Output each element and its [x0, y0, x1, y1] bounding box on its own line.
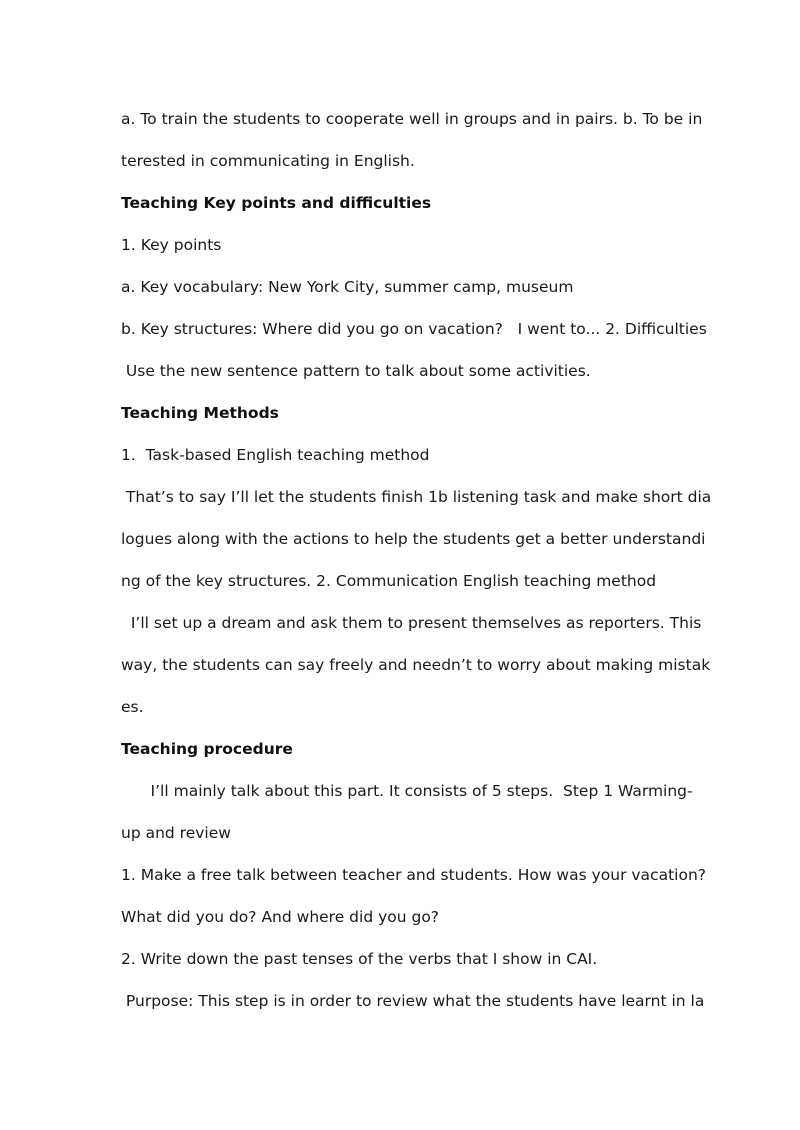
body-text-line: up and review	[121, 824, 231, 842]
body-text-line: I’ll set up a dream and ask them to present themselves as reporters. This	[121, 614, 702, 632]
section-heading-teaching-methods: Teaching Methods	[121, 404, 279, 422]
body-text-line: way, the students can say freely and needn’t to worry about making mistak	[121, 656, 711, 674]
body-text-line: 1. Make a free talk between teacher and students. How was your vacation?	[121, 866, 706, 884]
body-text-line: logues along with the actions to help the students get a better understandi	[121, 530, 706, 548]
body-text-line: 1. Key points	[121, 236, 222, 254]
body-text-line: That’s to say I’ll let the students finish 1b listening task and make short dia	[121, 488, 712, 506]
body-text-line: b. Key structures: Where did you go on vacation? I went to... 2. Difficulties	[121, 320, 707, 338]
body-text-line: 2. Write down the past tenses of the verbs that I show in CAI.	[121, 950, 598, 968]
body-text-line: ng of the key structures. 2. Communication English teaching method	[121, 572, 657, 590]
body-text-line: What did you do? And where did you go?	[121, 908, 440, 926]
body-text-line: es.	[121, 698, 144, 716]
body-text-line: 1. Task-based English teaching method	[121, 446, 430, 464]
body-text-line: Use the new sentence pattern to talk about some activities.	[121, 362, 591, 380]
section-heading-key-points: Teaching Key points and difficulties	[121, 194, 432, 212]
body-text-line: a. Key vocabulary: New York City, summer camp, museum	[121, 278, 574, 296]
body-text-line: a. To train the students to cooperate well in groups and in pairs. b. To be in	[121, 110, 703, 128]
section-heading-teaching-procedure: Teaching procedure	[121, 740, 293, 758]
body-text-line: Purpose: This step is in order to review what the students have learnt in la	[121, 992, 705, 1010]
body-text-line: terested in communicating in English.	[121, 152, 415, 170]
body-text-line: I’ll mainly talk about this part. It consists of 5 steps. Step 1 Warming-	[121, 782, 693, 800]
